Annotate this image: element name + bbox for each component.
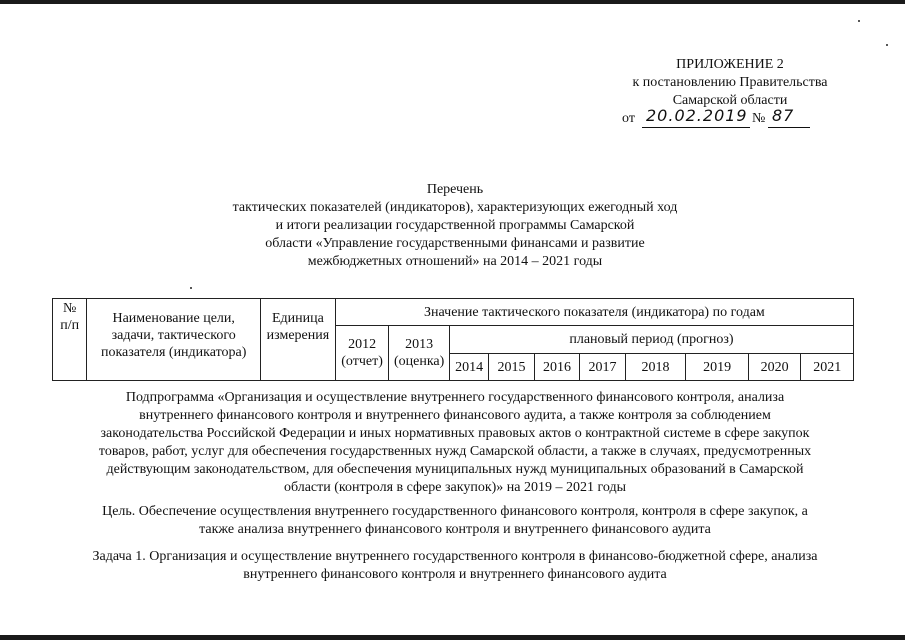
appendix-heading: ПРИЛОЖЕНИЕ 2: [676, 57, 784, 72]
appendix-line-1: к постановлению Правительства: [632, 75, 828, 90]
plan-year: 2018: [625, 354, 686, 381]
header-plan-period: плановый период (прогноз): [449, 326, 853, 354]
subprogram-line: Подпрограмма «Организация и осуществление внутреннего государственного финансового контроля, анализа: [125, 390, 785, 405]
header-number-line-2: п/п: [60, 318, 80, 333]
title-line-3: и итоги реализации государственной программы Самарской: [275, 218, 635, 233]
title-line-2: тактических показателей (индикаторов), характеризующих ежегодный ход: [232, 200, 678, 215]
header-name-line-2: задачи, тактического: [111, 328, 236, 343]
document-title: [150, 181, 760, 271]
year-2013-label: 2013: [405, 337, 434, 352]
scan-top-border: [0, 0, 905, 4]
plan-year: 2021: [801, 354, 854, 381]
scan-speck: [858, 20, 860, 22]
appendix-date-line: [600, 106, 860, 130]
goal-paragraph: [40, 503, 870, 539]
appendix-block: [600, 56, 860, 130]
plan-year: 2016: [534, 354, 579, 381]
header-values: Значение тактического показателя (индикатора) по годам: [335, 299, 853, 326]
header-number-cell: [53, 299, 87, 381]
subprogram-line: товаров, работ, услуг для обеспечения государственных нужд Самарской области, а также в случаях, предусмотренных: [98, 444, 812, 459]
task-line: Задача 1. Организация и осуществление внутреннего государственного контроля в финансово-бюджетной сфере, анализа: [92, 549, 818, 564]
scan-speck: [886, 44, 888, 46]
plan-year: 2017: [580, 354, 625, 381]
handwritten-date: 20.02.2019: [646, 106, 748, 125]
year-2013-note: (оценка): [393, 354, 445, 369]
subprogram-line: действующим законодательством, для обеспечения муниципальных нужд муниципальных образований в Самарской: [106, 462, 804, 477]
plan-year: 2020: [748, 354, 801, 381]
plan-year: 2015: [489, 354, 534, 381]
indicators-table-header: [52, 298, 854, 381]
header-unit-line-2: измерения: [266, 328, 330, 343]
task-line: внутреннего финансового контроля и внутреннего финансового аудита: [243, 567, 667, 582]
header-name-cell: [87, 299, 261, 381]
year-2012-note: (отчет): [341, 354, 383, 369]
subprogram-line: законодательства Российской Федерации и иных нормативных правовых актов о контрактной системе в сфере закупок: [100, 426, 810, 441]
scan-speck: [190, 287, 192, 289]
header-name-line-3: показателя (индикатора): [100, 345, 247, 360]
number-prefix: №: [752, 111, 766, 126]
subprogram-paragraph: [40, 389, 870, 497]
date-underline: [642, 127, 750, 128]
goal-line: Цель. Обеспечение осуществления внутреннего государственного финансового контроля, контроля в сфере закупок, а: [102, 504, 808, 519]
plan-year: 2014: [449, 354, 488, 381]
header-unit-line-1: Единица: [272, 311, 324, 326]
year-2012-label: 2012: [348, 337, 377, 352]
title-line-5: межбюджетных отношений» на 2014 – 2021 годы: [307, 254, 603, 269]
subprogram-line: внутреннего финансового контроля и внутреннего финансового аудита, а также контроля за соблюдением: [139, 408, 771, 423]
header-year-2013: [389, 326, 450, 381]
title-line-4: области «Управление государственными финансами и развитие: [265, 236, 645, 251]
header-year-2012: [335, 326, 389, 381]
header-name-line-1: Наименование цели,: [112, 311, 235, 326]
date-prefix: от: [622, 111, 635, 126]
header-unit-cell: [261, 299, 336, 381]
title-line-1: Перечень: [426, 182, 484, 197]
number-underline: [768, 127, 810, 128]
goal-line: также анализа внутреннего финансового контроля и внутреннего финансового аудита: [199, 522, 711, 537]
scan-bottom-border: [0, 635, 905, 640]
subprogram-line: области (контроля в сфере закупок)» на 2019 – 2021 годы: [283, 480, 627, 495]
appendix-line-2: Самарской области: [672, 93, 788, 108]
plan-year: 2019: [686, 354, 749, 381]
header-number-line-1: №: [62, 301, 77, 316]
handwritten-number: 87: [772, 106, 795, 125]
task-paragraph: [40, 548, 870, 584]
